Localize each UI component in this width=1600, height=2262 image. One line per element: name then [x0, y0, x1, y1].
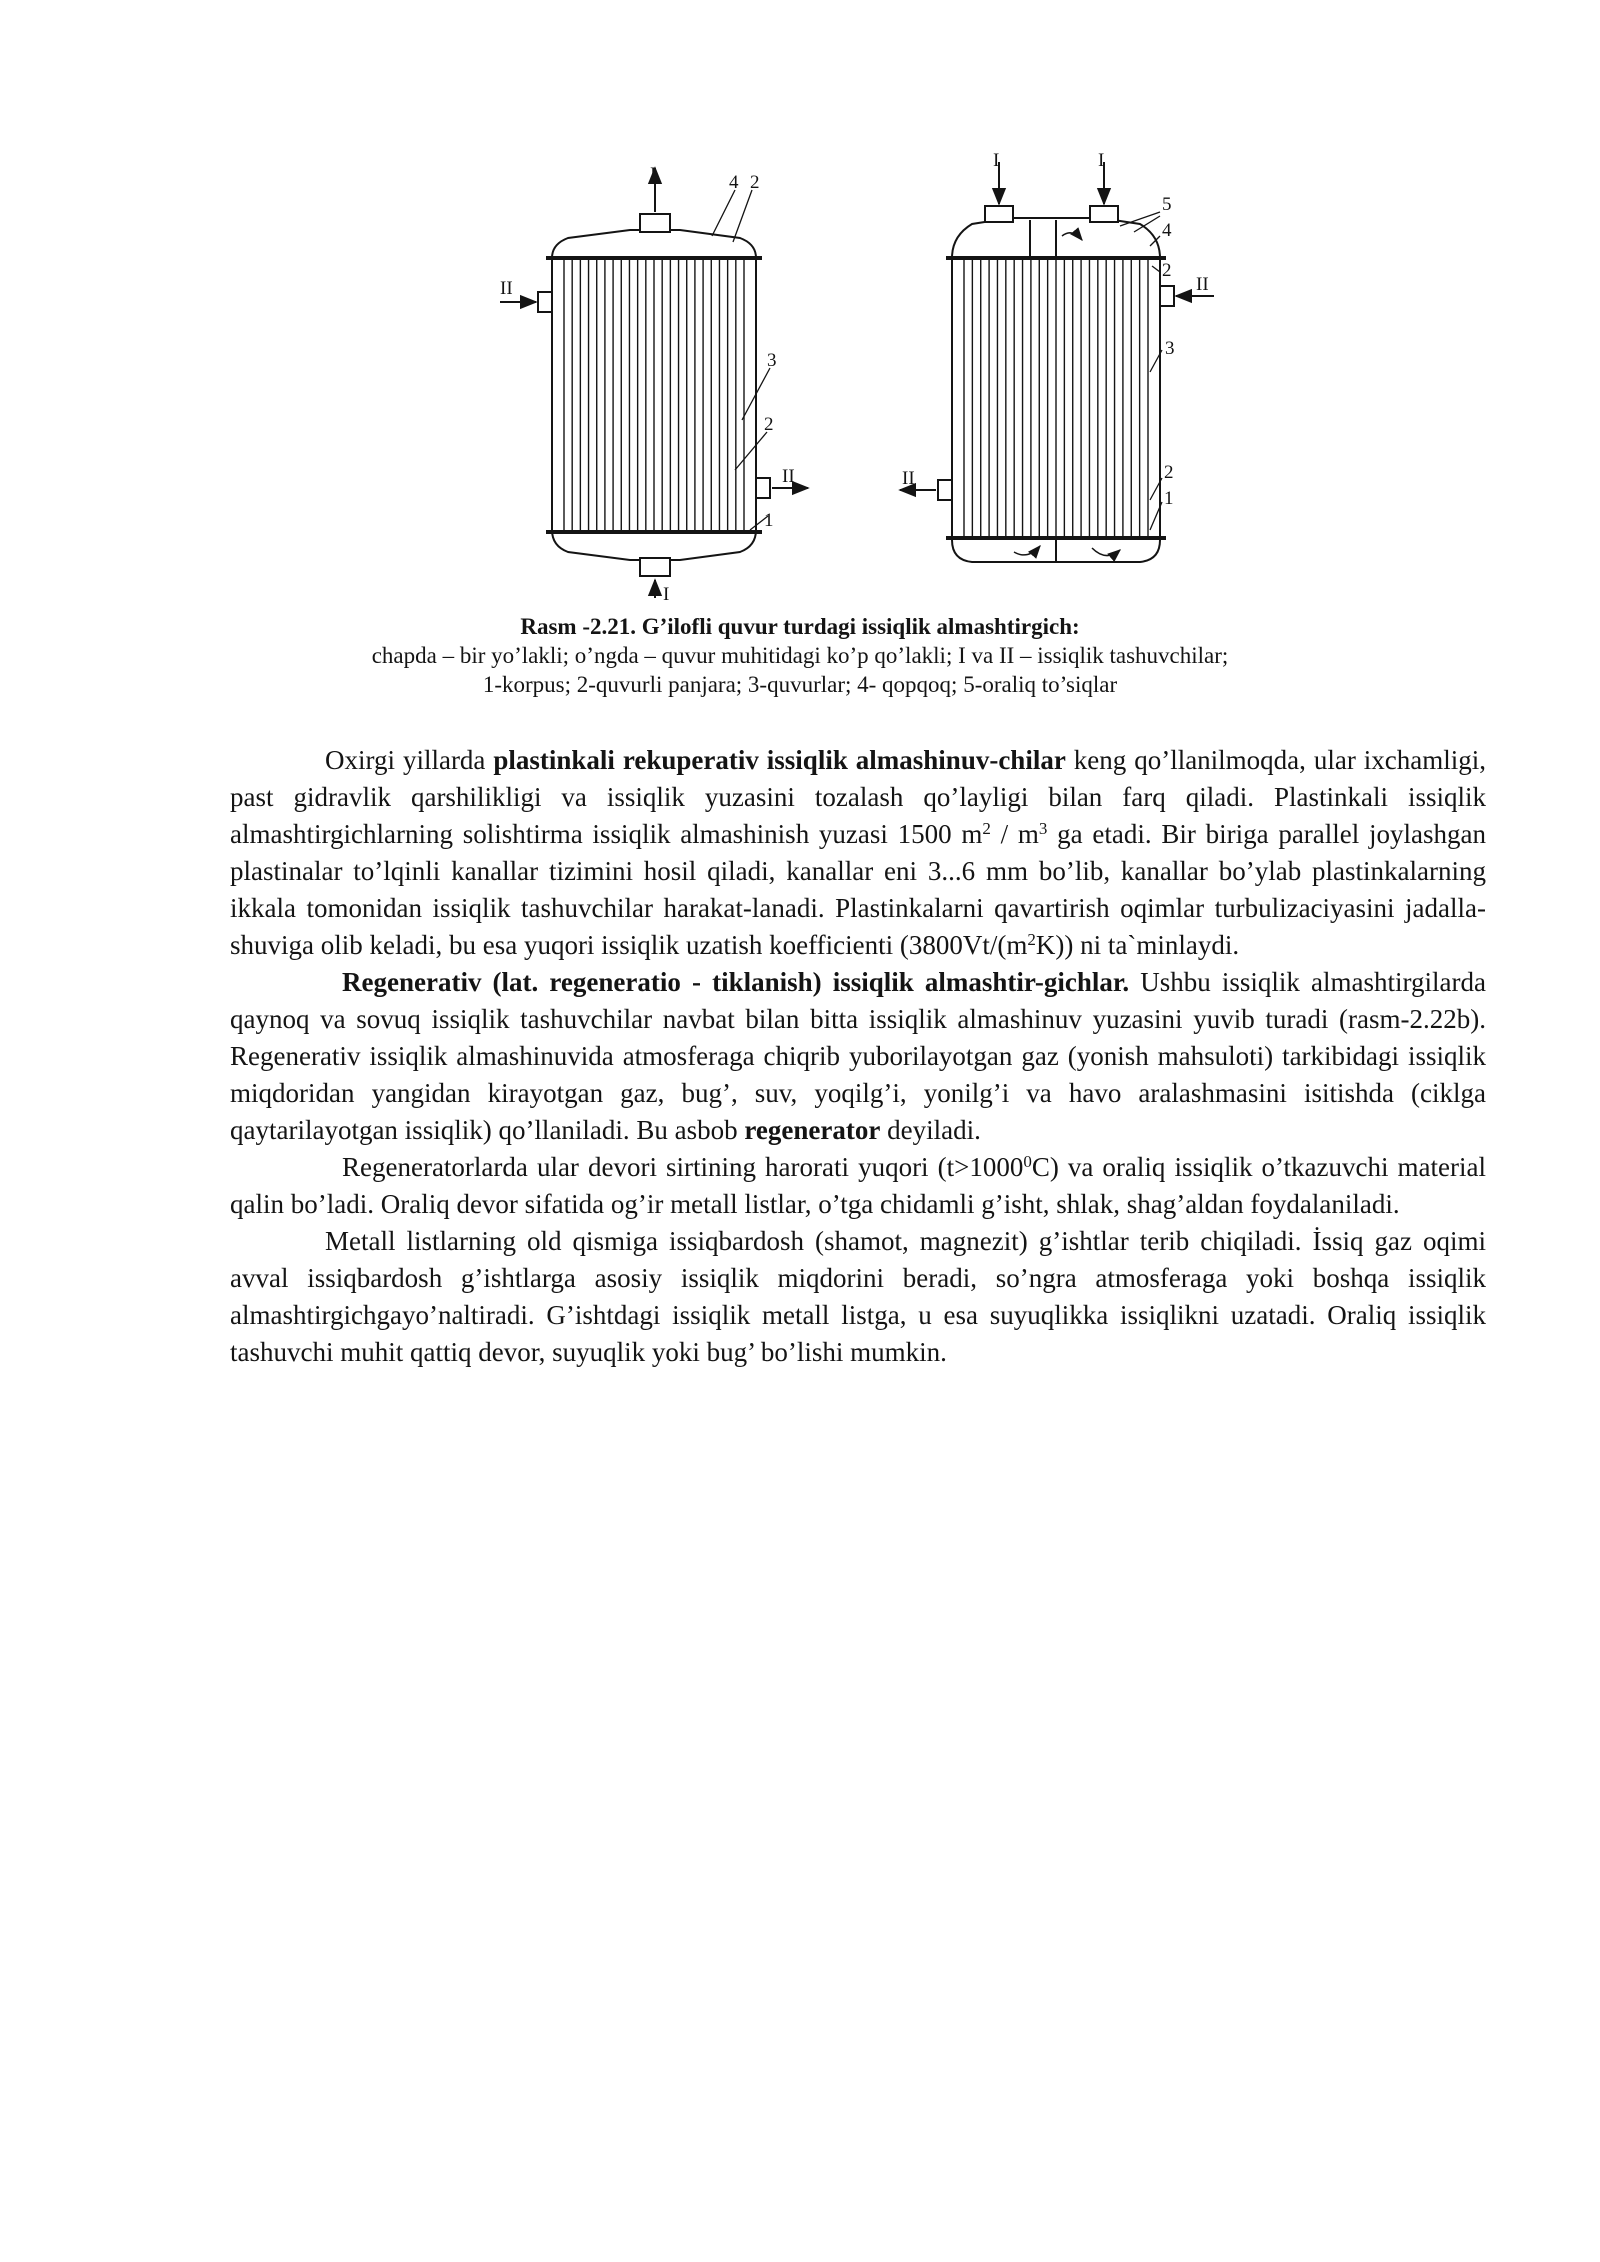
left-label-4: 4	[729, 172, 739, 193]
right-label-2-top: 2	[1162, 260, 1172, 281]
p2-bold-heading: Regenerativ (lat. regeneratio - tiklanish) issiqlik almashtir-gichlar.	[342, 967, 1130, 997]
left-exchanger	[500, 168, 808, 598]
figure-drawing	[0, 140, 1600, 600]
p1-text-f: K)) ni ta`minlaydi.	[1035, 930, 1240, 960]
left-label-1: 1	[764, 510, 774, 531]
right-top-nozzle-a	[985, 206, 1013, 222]
right-label-side-out: II	[902, 468, 915, 489]
left-label-top-flow: I	[650, 164, 657, 185]
body-text	[230, 742, 1486, 1371]
left-bottom-nozzle	[640, 558, 670, 576]
left-label-side-out: II	[782, 466, 795, 487]
right-label-4: 4	[1162, 220, 1172, 241]
p1-sup-2: 3	[1038, 819, 1048, 838]
right-label-2-bottom: 2	[1164, 462, 1174, 483]
left-tube-bundle	[564, 258, 744, 532]
paragraph-regenerative	[230, 964, 1486, 1149]
right-label-top-flow-b: I	[1098, 150, 1105, 171]
right-label-side-in: II	[1196, 274, 1209, 295]
p3-text-a: Regeneratorlarda ular devori sirtining harorati yuqori (t>1000	[342, 1152, 1024, 1182]
right-top-nozzle-b	[1090, 206, 1118, 222]
figure-caption-title: Rasm -2.21. G’ilofli quvur turdagi issiqlik almashtirgich:	[520, 614, 1080, 639]
figure-caption-line-2: 1-korpus; 2-quvurli panjara; 3-quvurlar; 4- qopqoq; 5-oraliq to’siqlar	[482, 672, 1118, 697]
paragraph-plate-heat-exchangers	[230, 742, 1486, 964]
paragraph-regenerators	[230, 1149, 1486, 1223]
p2-text-b: Ushbu issiqlik almashtirgilarda qaynoq va sovuq issiqlik tashuvchilar navbat bilan bitta issiqlik almashinuv yuzasini yuvib turadi (rasm-2.22b). Regenerativ issiqlik almashinuvida atmosferaga chiqrib yuborilayotgan gaz (yonish mahsuloti) tarkibidagi issiqlik miqdoridan yangidan kirayotgan gaz, bug’, suv, yoqilg’i, yonilg’i va havo aralashmasini isitishda (ciklga qaytarilayotgan issiqlik) qo’llaniladi. Bu asbob	[230, 967, 1486, 1145]
p2-bold-term: regenerator	[744, 1115, 881, 1145]
paragraph-metal-sheets: Metall listlarning old qismiga issiqbardosh (shamot, magnezit) g’ishtlar terib chiqiladi. İssiq gaz oqimi avval issiqbardosh g’ishtlarga asosiy issiqlik miqdorini beradi, so’ngra atmosferaga yoki boshqa issiqlik almashtirgichgayo’naltiradi. G’ishtdagi issiqlik metall listga, u esa suyuqlikka issiqlikni uzatadi. Oraliq issiqlik tashuvchi muhit qattiq devor, suyuqlik yoki bug’ bo’lishi mumkin.	[230, 1226, 1486, 1367]
left-label-3: 3	[767, 350, 777, 371]
p1-bold-term: plastinkali rekuperativ issiqlik almashinuv-chilar	[493, 745, 1066, 775]
right-side-nozzle-out	[938, 480, 952, 500]
left-label-2-top: 2	[750, 172, 760, 193]
p1-sup-3: 2	[1027, 930, 1036, 949]
right-side-nozzle-in	[1160, 286, 1174, 306]
p1-sup-1: 2	[982, 819, 991, 838]
p1-text-d: / m	[990, 819, 1039, 849]
p3-text-b: C) va oraliq issiqlik o’tkazuvchi material qalin bo’ladi. Oraliq devor sifatida og’ir metall listlar, o’tga chidamli g’isht, shlak, shag’aldan foydalaniladi.	[230, 1152, 1487, 1219]
left-side-nozzle-out	[756, 478, 770, 498]
left-label-bottom-flow: I	[663, 584, 670, 600]
p2-text-d: deyiladi.	[880, 1115, 981, 1145]
right-tube-bundle	[964, 258, 1148, 538]
left-label-2-mid: 2	[764, 414, 774, 435]
p1-text-a: Oxirgi yillarda	[325, 745, 494, 775]
left-side-nozzle-in	[538, 292, 552, 312]
p1-text-c: keng qo’llanilmoqda, ular ixchamligi, past gidravlik qarshilikligi va issiqlik yuzasini tozalash qo’layligi bilan farq qiladi. Plastinkali issiqlik almashtirgichlarning solishtirma issiqlik almashinish yuzasi 1500 m	[230, 745, 1487, 849]
left-label-side-in: II	[500, 278, 513, 299]
p1-text-e: ga etadi. Bir biriga parallel joylashgan plastinalar to’lqinli kanallar tizimini hosil qiladi, kanallar eni 3...6 mm bo’lib, kanallar bo’ylab plastinkalarning ikkala tomonidan issiqlik tashuvchilar harakat-lanadi. Plastinkalarni qavartirish oqimlar turbulizaciyasini jadalla-shuviga olib keladi, bu esa yuqori issiqlik uzatish koefficienti (3800Vt/(m	[230, 819, 1486, 960]
p3-sup-1: 0	[1023, 1152, 1032, 1171]
right-label-1: 1	[1164, 488, 1174, 509]
right-label-5: 5	[1162, 194, 1172, 215]
right-label-3: 3	[1165, 338, 1175, 359]
right-label-top-flow-a: I	[993, 150, 1000, 171]
figure-caption-line-1: chapda – bir yo’lakli; o’ngda – quvur muhitidagi ko’p qo’lakli; I va II – issiqlik tashuvchilar;	[371, 643, 1229, 668]
left-top-nozzle	[640, 214, 670, 232]
heat-exchanger-figure	[0, 140, 1600, 600]
